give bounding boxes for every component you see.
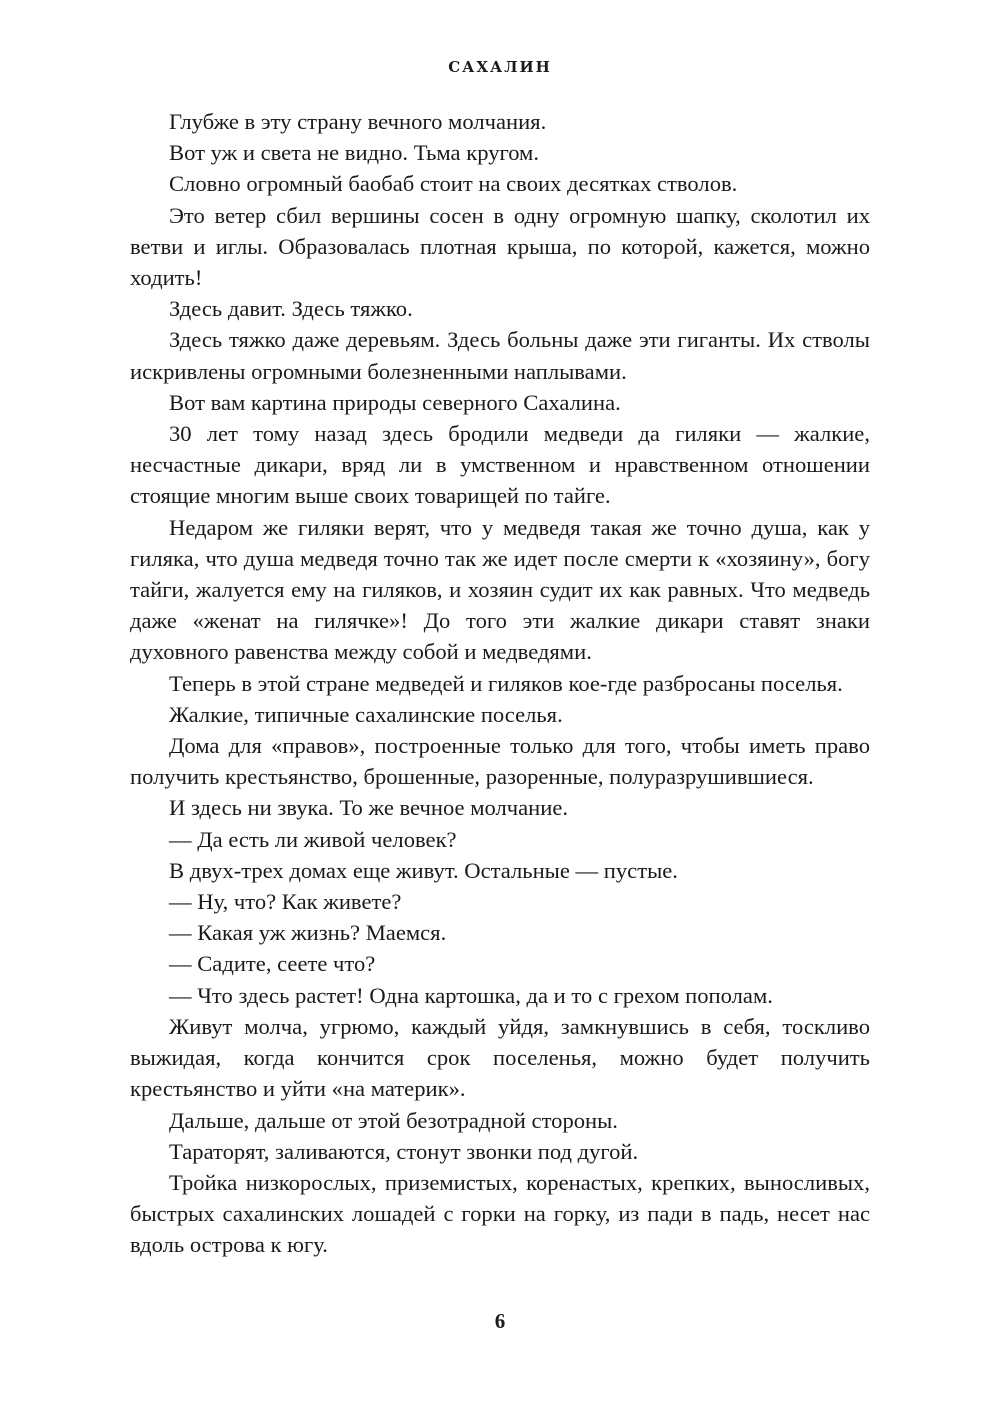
paragraph: Теперь в этой стране медведей и гиляков кое-где разбросаны поселья. xyxy=(169,670,843,696)
paragraph: Недаром же гиляки верят, что у медведя такая же точно душа, как у гиляка, что душа медведя точно так же идет после смерти к «хозяину», богу тайги, жалуется ему на гиляков, и хозяин судит их как равных. Что медведь даже «женат на гилячке»! До того эти жалкие дикари ставят знаки духовного равенства между собой и медведями. xyxy=(130,514,870,665)
paragraph: Это ветер сбил вершины сосен в одну огромную шапку, сколотил их ветви и иглы. Образовалась плотная крыша, по которой, кажется, можно ходить! xyxy=(130,202,870,291)
dialogue-line: — Да есть ли живой человек? xyxy=(169,826,457,852)
body-text xyxy=(130,106,870,1261)
paragraph: Дальше, дальше от этой безотрадной стороны. xyxy=(169,1107,618,1133)
paragraph: Живут молча, угрюмо, каждый уйдя, замкнувшись в себя, тоскливо выжидая, когда кончится срок поселенья, можно будет получить крестьянство и уйти «на материк». xyxy=(130,1013,870,1102)
paragraph: 30 лет тому назад здесь бродили медведи да гиляки — жалкие, несчастные дикари, вряд ли в умственном и нравственном отношении стоящие многим выше своих товарищей по тайге. xyxy=(130,421,870,509)
dialogue-line: — Что здесь растет! Одна картошка, да и то с грехом пополам. xyxy=(169,982,773,1008)
paragraph: Здесь давит. Здесь тяжко. xyxy=(169,296,413,322)
dialogue-line: — Какая уж жизнь? Маемся. xyxy=(169,920,447,946)
paragraph: Тараторят, заливаются, стонут звонки под дугой. xyxy=(169,1138,639,1164)
paragraph: Вот уж и света не видно. Тьма кругом. xyxy=(169,140,540,166)
paragraph: Жалкие, типичные сахалинские поселья. xyxy=(169,701,563,727)
paragraph: Словно огромный баобаб стоит на своих десятках стволов. xyxy=(169,171,738,197)
paragraph: Глубже в эту страну вечного молчания. xyxy=(169,109,547,134)
paragraph: Вот вам картина природы северного Сахалина. xyxy=(169,389,621,415)
paragraph: Дома для «правов», построенные только для того, чтобы иметь право получить крестьянство, брошенные, разоренные, полуразрушившиеся. xyxy=(130,733,870,790)
paragraph: Здесь тяжко даже деревьям. Здесь больны даже эти гиганты. Их стволы искривлены огромными болезненными наплывами. xyxy=(130,327,870,384)
page-number: 6 xyxy=(494,1309,506,1333)
paragraph: И здесь ни звука. То же вечное молчание. xyxy=(169,795,569,821)
running-header-title: сахалин xyxy=(448,52,552,77)
paragraph: Тройка низкорослых, приземистых, коренастых, крепких, выносливых, быстрых сахалинских лошадей с горки на горку, из пади в падь, несет нас вдоль острова к югу. xyxy=(130,1169,870,1258)
dialogue-line: — Садите, сеете что? xyxy=(169,951,376,977)
paragraph: В двух-трех домах еще живут. Остальные — пустые. xyxy=(169,857,678,883)
dialogue-line: — Ну, что? Как живете? xyxy=(169,889,402,915)
